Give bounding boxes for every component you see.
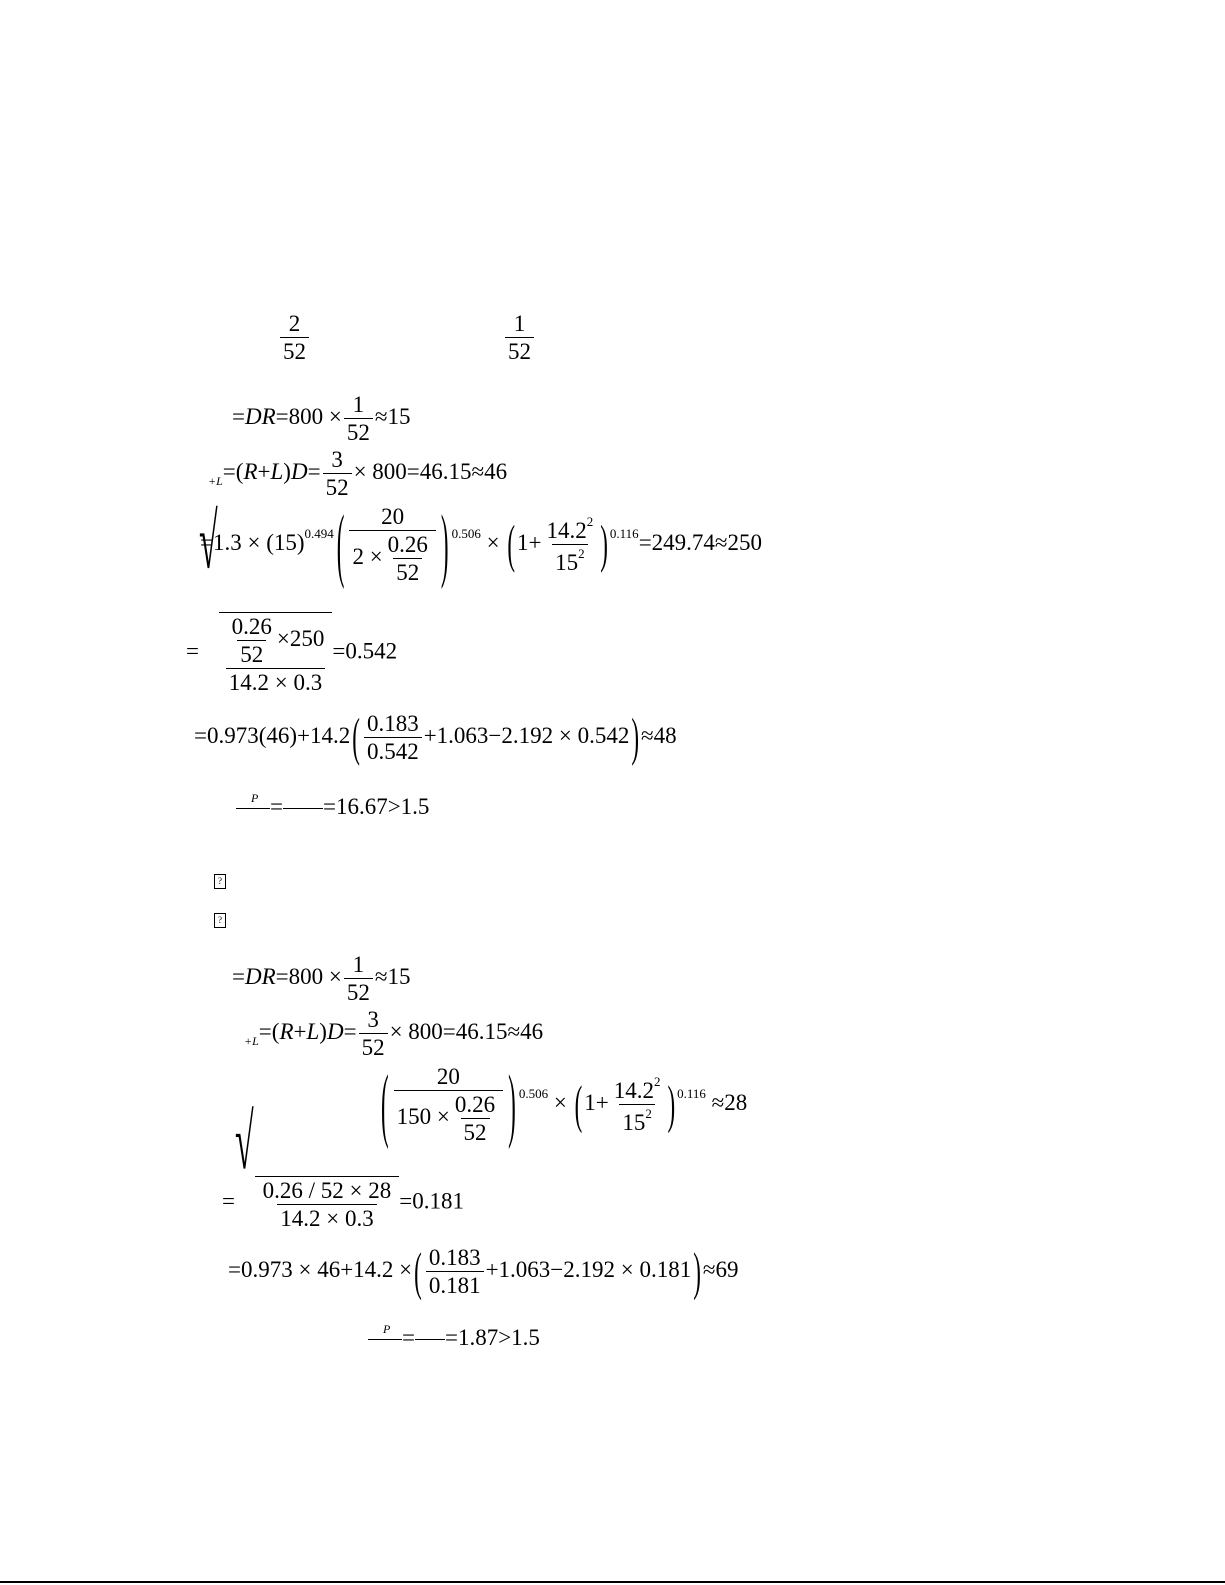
fraction-denominator: 52 [344,418,373,444]
equals-sign: = [232,963,245,989]
variable-dr: DR [244,403,276,429]
result: ≈15 [374,403,411,429]
denominator-prefix: 2 × [352,543,383,569]
times-sign: × [553,1089,567,1115]
fraction-numerator: 3 [367,1007,379,1032]
fraction-denominator [349,530,435,584]
denominator-prefix: 150 × [396,1103,450,1129]
fraction-bar [236,791,270,809]
result: ≈15 [374,963,411,989]
fraction-numerator: 0.26 [387,532,428,557]
equals-sign: = [222,1188,235,1214]
fraction-denominator: 0.181 [426,1271,484,1297]
right-paren: ) [631,708,640,767]
plus-sign: + [293,1018,307,1044]
right-paren: ) [508,1059,516,1150]
subscript: +L [208,473,223,488]
fraction-numerator: 0.26 / 52 × 28 [262,1178,392,1203]
equals-sign: = [402,1325,415,1350]
radical-icon: √ [198,500,218,586]
base: 14.2 [546,518,587,543]
left-paren: ( [414,1242,422,1301]
result: ≈48 [641,722,677,748]
expression: =1.3 × (15) [200,529,305,555]
right-paren: ) [600,515,608,574]
fraction-numerator: 0.26 [231,614,272,639]
fraction-denominator: 52 [344,978,373,1004]
fraction-numerator: 0.183 [366,711,419,736]
expression: 1+ [517,529,542,555]
result: =16.67>1.5 [322,794,430,819]
fraction-numerator: 20 [436,1064,460,1089]
header-fraction-2-52 [278,312,311,363]
expression: ×250 [276,625,325,651]
plus-sign: + [257,458,271,484]
paren: ) [319,1018,327,1044]
expression: +1.063−2.192 × 0.181 [485,1256,692,1282]
equals-sign: = [258,1018,272,1044]
result: ≈69 [702,1256,739,1282]
equals-sign: = [343,1018,357,1044]
exponent: 0.506 [451,525,481,541]
s1-equation-1 [232,393,410,444]
expression: =800 × [275,403,342,429]
square-root [234,1101,399,1231]
expression: +1.063−2.192 × 0.542 [423,722,630,748]
equals-sign: = [222,458,236,484]
expression: =800 × [275,963,342,989]
exponent: 0.494 [304,525,334,541]
variable-p: P [251,791,259,806]
fraction-numerator: 0.26 [454,1092,496,1117]
variable-p: P [383,1322,391,1337]
variable-l: L [306,1018,320,1044]
variable-r: R [279,1018,294,1044]
exponent: 2 [586,514,594,529]
fraction-numerator [543,515,596,544]
fraction-denominator [552,544,588,574]
exponent: 2 [578,546,585,561]
equals-sign: = [270,794,283,819]
fraction-numerator: 1 [352,952,365,977]
fraction-numerator: 1 [352,392,365,417]
fraction-denominator: 52 [461,1118,490,1144]
s1-equation-5 [194,708,677,767]
fraction-denominator: 52 [393,558,422,584]
base: 14.2 [613,1078,654,1103]
expression: =0.973 × 46+14.2 × [228,1256,413,1282]
equals-sign: = [232,403,245,429]
subscript: +L [244,1033,259,1048]
paren: ( [271,1018,280,1044]
equals-sign: = [186,638,199,664]
left-paren: ( [574,1075,583,1134]
fraction-numerator: 1 [513,311,526,336]
fraction-denominator: 14.2 × 0.3 [277,1204,376,1230]
exponent: 2 [653,1074,661,1089]
s1-equation-6 [236,791,430,819]
fraction-denominator: 0.542 [364,737,422,763]
left-paren: ( [336,499,345,590]
equals-sign: = [307,458,321,484]
fraction-denominator: 52 [323,473,352,499]
result: × 800=46.15≈46 [353,458,508,484]
exponent: 2 [645,1106,652,1121]
fraction-numerator: 20 [381,504,405,529]
radical-icon: √ [234,1101,254,1187]
paren: ) [283,458,291,484]
variable-r: R [243,458,258,484]
s2-equation-1 [232,953,410,1004]
result: ≈28 [711,1089,748,1115]
variable-l: L [270,458,284,484]
fraction-denominator [394,1090,503,1144]
result: × 800=46.15≈46 [389,1018,544,1044]
fraction-bar [415,1339,445,1340]
s1-equation-3 [200,499,763,590]
s2-equation-5 [228,1242,739,1301]
header-fraction-1-52 [503,312,536,363]
missing-glyph-icon: ? [214,874,226,889]
result: =0.542 [332,638,398,664]
times-sign: × [486,529,500,555]
left-paren: ( [507,515,515,574]
fraction-denominator: 52 [359,1033,388,1059]
fraction-numerator [224,615,328,668]
s2-equation-6 [368,1322,540,1350]
result: =0.181 [399,1188,465,1214]
base: 15 [555,550,579,575]
s2-equation-3 [378,1059,748,1150]
right-paren: ) [693,1242,701,1301]
expression: 1+ [584,1089,609,1115]
right-paren: ) [667,1075,676,1134]
right-paren: ) [440,499,449,590]
page-bottom-rule [0,1581,1225,1583]
left-paren: ( [352,708,360,767]
fraction-bar [283,808,323,809]
s1-equation-2 [208,448,507,499]
expression: =0.973(46)+14.2 [194,722,351,748]
left-paren: ( [381,1059,389,1150]
s2-equation-2 [244,1008,543,1059]
fraction-bar [368,1322,402,1340]
variable-d: D [326,1018,344,1044]
fraction-denominator: 14.2 × 0.3 [226,668,325,694]
fraction-numerator [611,1075,664,1104]
result: =1.87>1.5 [444,1325,540,1350]
variable-d: D [290,458,308,484]
fraction-numerator: 3 [331,447,343,472]
exponent: 0.116 [609,525,639,541]
paren: ( [235,458,244,484]
exponent: 0.506 [518,1085,549,1101]
result: =249.74≈250 [638,529,763,555]
missing-glyph-icon: ? [214,913,226,928]
variable-dr: DR [244,963,276,989]
base: 15 [622,1110,646,1135]
fraction-denominator: 52 [237,640,266,666]
fraction-numerator: 2 [288,311,301,336]
fraction-denominator [619,1104,655,1134]
exponent: 0.116 [677,1085,706,1101]
fraction-denominator: 52 [505,337,534,363]
fraction-numerator: 0.183 [428,1245,481,1270]
fraction-denominator: 52 [280,337,309,363]
